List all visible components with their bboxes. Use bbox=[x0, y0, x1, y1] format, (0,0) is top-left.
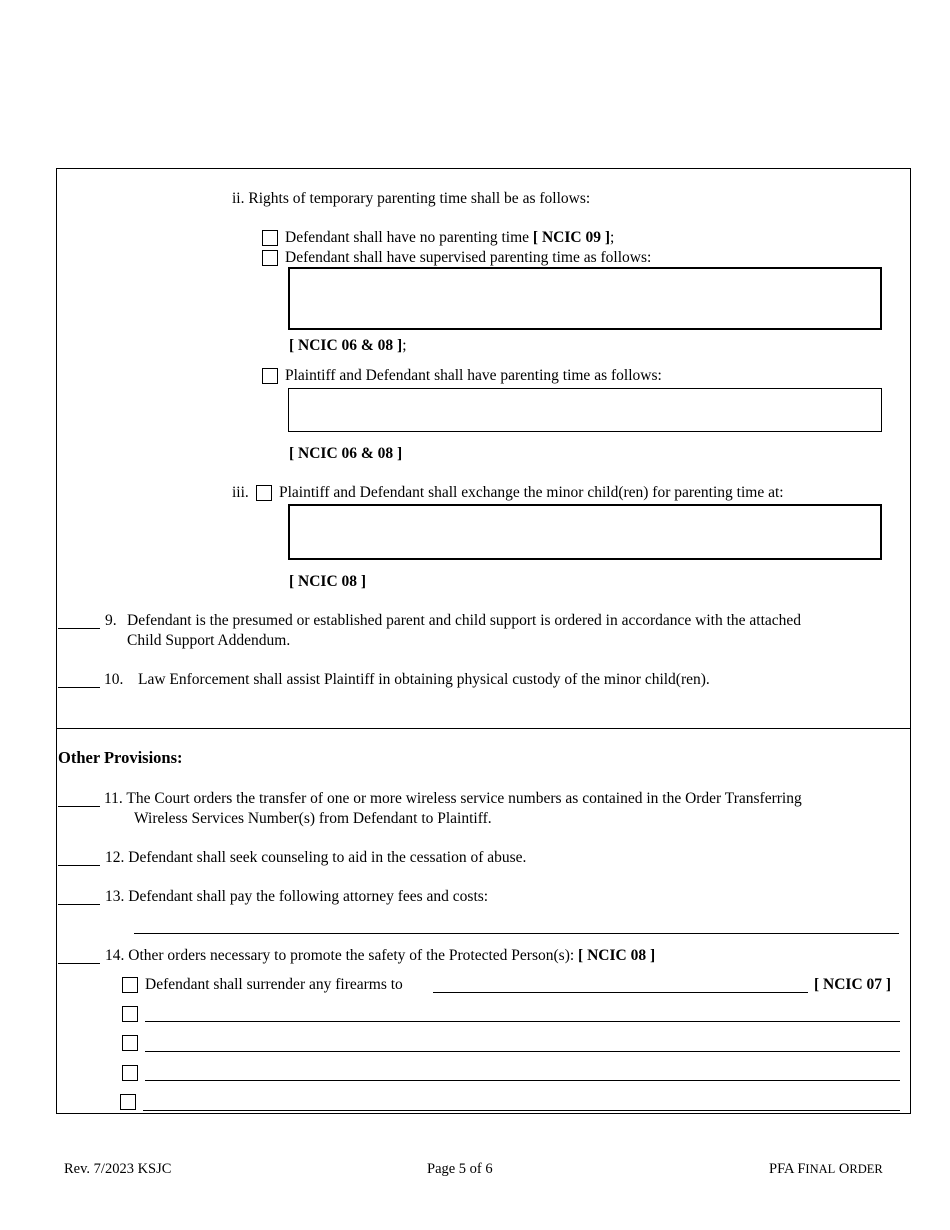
additional-order-checkbox-1[interactable] bbox=[122, 1006, 138, 1022]
additional-order-line-1[interactable] bbox=[145, 1021, 900, 1022]
item-12-initial-line[interactable] bbox=[58, 865, 100, 866]
supervised-parenting-textbox[interactable] bbox=[288, 267, 882, 330]
footer-page-number: Page 5 of 6 bbox=[427, 1161, 493, 1177]
additional-order-line-3[interactable] bbox=[145, 1080, 900, 1081]
additional-order-checkbox-4[interactable] bbox=[120, 1094, 136, 1110]
supervised-ncic-label bbox=[289, 337, 407, 355]
joint-parenting-textbox[interactable] bbox=[288, 388, 882, 432]
exchange-ncic-label bbox=[289, 573, 366, 591]
joint-ncic-label bbox=[289, 445, 402, 463]
supervised-ncic-punct: ; bbox=[402, 337, 407, 354]
firearms-label: Defendant shall surrender any firearms to bbox=[145, 976, 403, 993]
attorney-fees-line[interactable] bbox=[134, 933, 899, 934]
firearms-recipient-line[interactable] bbox=[433, 992, 808, 993]
footer-revision: Rev. 7/2023 KSJC bbox=[64, 1161, 172, 1177]
item-9-number: 9. bbox=[105, 612, 117, 629]
item-9-text-line1: Defendant is the presumed or established parent and child support is ordered in accordance with the attached bbox=[127, 612, 802, 629]
item-10-initial-line[interactable] bbox=[58, 687, 100, 688]
item-9-text-line2: Child Support Addendum. bbox=[127, 632, 291, 649]
exchange-checkbox[interactable] bbox=[256, 485, 272, 501]
footer-form-part2: INAL bbox=[805, 1162, 836, 1176]
item-10-text: Law Enforcement shall assist Plaintiff in obtaining physical custody of the minor child(ren). bbox=[138, 671, 710, 688]
item-14-ncic-tag: [ NCIC 08 ] bbox=[578, 947, 656, 964]
additional-order-line-4[interactable] bbox=[143, 1110, 900, 1111]
exchange-label: Plaintiff and Defendant shall exchange the minor child(ren) for parenting time at: bbox=[279, 484, 784, 501]
section-divider bbox=[56, 728, 911, 729]
item-14-initial-line[interactable] bbox=[58, 963, 100, 964]
additional-order-line-2[interactable] bbox=[145, 1051, 900, 1052]
firearms-checkbox[interactable] bbox=[122, 977, 138, 993]
item-13-text: 13. Defendant shall pay the following attorney fees and costs: bbox=[105, 888, 489, 905]
supervised-parenting-checkbox[interactable] bbox=[262, 250, 278, 266]
footer-form-part4: RDER bbox=[849, 1162, 883, 1176]
item-11-initial-line[interactable] bbox=[58, 806, 100, 807]
other-provisions-title: Other Provisions: bbox=[58, 748, 183, 767]
firearms-ncic-label bbox=[814, 976, 891, 994]
item-10-number: 10. bbox=[104, 671, 124, 688]
no-parenting-time-checkbox[interactable] bbox=[262, 230, 278, 246]
exchange-location-textbox[interactable] bbox=[288, 504, 882, 560]
footer-form-name bbox=[769, 1161, 883, 1178]
no-parenting-time-punct: ; bbox=[609, 229, 615, 246]
joint-parenting-label: Plaintiff and Defendant shall have parenting time as follows: bbox=[285, 367, 662, 384]
item-12-text: 12. Defendant shall seek counseling to aid in the cessation of abuse. bbox=[105, 849, 527, 866]
no-parenting-time-label bbox=[285, 229, 614, 247]
ncic-07-tag: [ NCIC 07 ] bbox=[814, 976, 892, 993]
other-provisions-heading bbox=[58, 749, 183, 768]
parenting-heading: ii. Rights of temporary parenting time shall be as follows: bbox=[232, 190, 591, 207]
additional-order-checkbox-2[interactable] bbox=[122, 1035, 138, 1051]
item-14-text bbox=[105, 947, 655, 965]
no-parenting-time-text: Defendant shall have no parenting time bbox=[285, 229, 530, 246]
item-11-text-line1: 11. The Court orders the transfer of one or more wireless service numbers as contained in the Order Transferring bbox=[104, 790, 802, 807]
item-9-initial-line[interactable] bbox=[58, 628, 100, 629]
ncic-08-tag: [ NCIC 08 ] bbox=[289, 573, 367, 590]
additional-order-checkbox-3[interactable] bbox=[122, 1065, 138, 1081]
ncic-06-08-tag-2: [ NCIC 06 & 08 ] bbox=[289, 445, 403, 462]
item-14-label: 14. Other orders necessary to promote the safety of the Protected Person(s): bbox=[105, 947, 575, 964]
item-13-initial-line[interactable] bbox=[58, 904, 100, 905]
footer-form-part3: O bbox=[835, 1161, 850, 1177]
footer-form-part1: PFA F bbox=[769, 1161, 806, 1177]
ncic-06-08-tag: [ NCIC 06 & 08 ] bbox=[289, 337, 403, 354]
supervised-parenting-label: Defendant shall have supervised parenting time as follows: bbox=[285, 249, 652, 266]
exchange-numeral: iii. bbox=[232, 484, 249, 501]
item-11-text-line2: Wireless Services Number(s) from Defendant to Plaintiff. bbox=[134, 810, 492, 827]
joint-parenting-checkbox[interactable] bbox=[262, 368, 278, 384]
ncic-09-tag: [ NCIC 09 ] bbox=[532, 229, 610, 246]
